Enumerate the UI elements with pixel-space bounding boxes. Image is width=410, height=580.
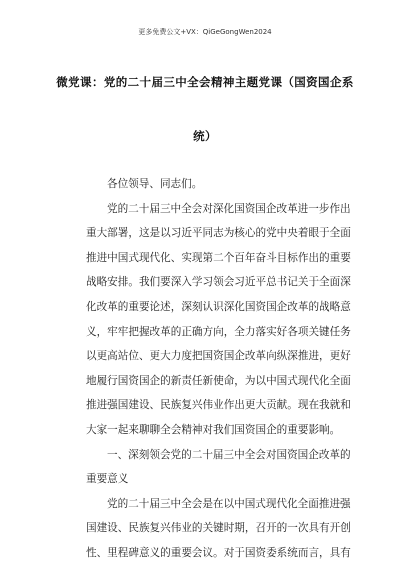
document-title-line-2: 统） — [193, 129, 217, 143]
body-line: 化改革的重要论述，深刻认识深化国资国企改革的战略意 — [86, 300, 351, 313]
body-line: 推进中国式现代化、实现第二个百年奋斗目标作出的重要 — [86, 251, 351, 264]
section-heading: 重要意义 — [86, 473, 129, 486]
body-line: 重大部署，这是以习近平同志为核心的党中央着眼于全面 — [86, 227, 351, 240]
header-note: 更多免费公文+VX：QiGeGongWen2024 — [138, 28, 272, 36]
body-line: 各位领导、同志们。 — [107, 178, 203, 190]
body-line: 性、里程碑意义的重要会议。对于国资委系统而言，具有 — [86, 546, 351, 559]
body-line: 推进强国建设、民族复兴伟业作出更大贡献。现在我就和 — [86, 399, 351, 412]
body-line: 地履行国资国企的新责任新使命，为以中国式现代化全面 — [86, 374, 351, 387]
document-title-line-1: 微党课：党的二十届三中全会精神主题党课（国资国企系 — [56, 75, 354, 89]
body-line: 党的二十届三中全会对深化国资国企改革进一步作出 — [107, 202, 351, 215]
body-line: 大家一起来聊聊全会精神对我们国资国企的重要影响。 — [86, 423, 341, 436]
body-line: 国建设、民族复兴伟业的关键时期，召开的一次具有开创 — [86, 522, 351, 535]
body-line: 战略安排。我们要深入学习领会习近平总书记关于全面深 — [86, 276, 351, 289]
body-line: 义，牢牢把握改革的正确方向，全力落实好各项关键任务 — [86, 325, 351, 338]
section-heading: 一、深刻领会党的二十届三中全会对国资国企改革的 — [107, 448, 351, 461]
document-body — [86, 172, 352, 566]
body-line: 党的二十届三中全会是在以中国式现代化全面推进强 — [107, 497, 351, 510]
body-line: 以更高站位、更大力度把国资国企改革向纵深推进，更好 — [86, 350, 351, 363]
